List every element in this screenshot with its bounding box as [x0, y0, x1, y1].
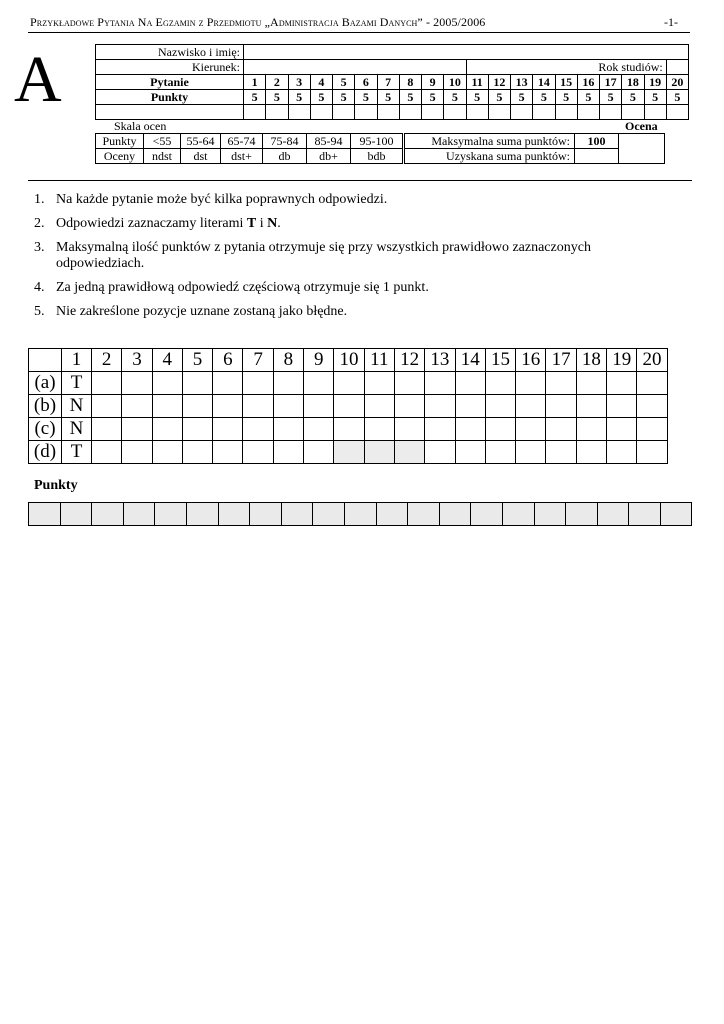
answer-cell[interactable] [576, 441, 606, 464]
points-cell[interactable] [408, 503, 440, 526]
max-points: 5 [488, 90, 510, 105]
max-points: 5 [399, 90, 421, 105]
instruction-item [34, 304, 674, 320]
question-number: 17 [600, 75, 622, 90]
instruction-item [34, 192, 674, 208]
question-number: 3 [288, 75, 310, 90]
question-column-header: 5 [182, 349, 212, 372]
scale-grade: db+ [307, 149, 351, 164]
final-grade-field[interactable] [619, 134, 665, 164]
answer-cell[interactable] [637, 395, 667, 418]
answer-row-a [29, 372, 668, 395]
earned-points-cell[interactable] [511, 105, 533, 120]
points-cell[interactable] [597, 503, 629, 526]
year-label: Rok studiów: [466, 60, 666, 75]
answer-cell[interactable] [152, 441, 182, 464]
year-field[interactable] [666, 60, 688, 75]
answer-cell[interactable] [243, 418, 273, 441]
earned-points-cell[interactable] [333, 105, 355, 120]
points-cell[interactable] [29, 503, 61, 526]
max-points: 5 [310, 90, 332, 105]
answer-cell[interactable] [243, 441, 273, 464]
points-cell[interactable] [218, 503, 250, 526]
earned-points-row [96, 105, 689, 120]
answer-cell[interactable] [334, 441, 364, 464]
answer-row-c [29, 418, 668, 441]
answer-grid-header [29, 349, 668, 372]
question-column-header: 15 [485, 349, 515, 372]
answer-cell[interactable]: T [62, 441, 92, 464]
page-header [28, 14, 690, 33]
max-points: 5 [577, 90, 599, 105]
answer-cell[interactable] [273, 441, 303, 464]
answer-cell[interactable] [364, 395, 394, 418]
answer-cell[interactable] [122, 395, 152, 418]
max-points: 5 [600, 90, 622, 105]
points-cell[interactable] [60, 503, 92, 526]
answer-cell[interactable] [546, 372, 576, 395]
answer-cell[interactable] [243, 395, 273, 418]
answer-cell[interactable] [546, 395, 576, 418]
instruction-item [34, 216, 674, 232]
question-number: 1 [244, 75, 266, 90]
answer-cell[interactable] [122, 441, 152, 464]
answer-cell[interactable] [607, 395, 637, 418]
earned-points-cell[interactable] [555, 105, 577, 120]
instruction-text: i [256, 216, 268, 231]
grade-scale-table [95, 133, 403, 164]
question-column-header: 16 [516, 349, 546, 372]
answer-cell[interactable] [425, 418, 455, 441]
points-row [29, 503, 692, 526]
earned-points-cell[interactable] [355, 105, 377, 120]
question-column-header: 18 [576, 349, 606, 372]
earned-points-cell[interactable] [466, 105, 488, 120]
answer-cell[interactable] [394, 395, 424, 418]
question-number: 10 [444, 75, 466, 90]
question-number: 7 [377, 75, 399, 90]
answer-cell[interactable] [273, 418, 303, 441]
earned-points-cell[interactable] [399, 105, 421, 120]
points-cell[interactable] [629, 503, 661, 526]
instruction-number: 4. [34, 280, 45, 295]
answer-cell[interactable] [516, 418, 546, 441]
answer-row-b [29, 395, 668, 418]
answer-cell[interactable] [304, 418, 334, 441]
answer-cell[interactable] [334, 418, 364, 441]
answer-row-d [29, 441, 668, 464]
answer-cell[interactable] [304, 372, 334, 395]
scale-range: 65-74 [221, 134, 263, 149]
question-column-header: 13 [425, 349, 455, 372]
instruction-number: 5. [34, 304, 45, 319]
scale-range: <55 [144, 134, 181, 149]
max-points: 5 [511, 90, 533, 105]
scale-grade: bdb [351, 149, 403, 164]
question-column-header: 14 [455, 349, 485, 372]
option-label: (c) [29, 418, 62, 441]
obtained-sum-label: Uzyskana suma punktów: [405, 149, 575, 164]
answer-grid [28, 348, 668, 464]
name-label: Nazwisko i imię: [96, 45, 244, 60]
instruction-text: Maksymalną ilość punktów z pytania otrzymuje się przy wszystkich prawidłowo zaznaczonych odpowiedziach. [56, 240, 591, 271]
scale-range: 95-100 [351, 134, 403, 149]
question-number-row [96, 75, 689, 90]
question-number: 12 [488, 75, 510, 90]
answer-cell[interactable] [304, 441, 334, 464]
question-number: 19 [644, 75, 666, 90]
question-number: 13 [511, 75, 533, 90]
field-of-study-label: Kierunek: [96, 60, 244, 75]
option-label: (a) [29, 372, 62, 395]
instruction-number: 2. [34, 216, 45, 231]
answer-cell[interactable] [92, 372, 122, 395]
scale-range: 75-84 [263, 134, 307, 149]
student-info-table [95, 44, 689, 120]
instructions-list [34, 184, 674, 320]
name-field[interactable] [244, 45, 689, 60]
scale-grades-label: Oceny [96, 149, 144, 164]
earned-points-cell[interactable] [422, 105, 444, 120]
answer-letter-false: N [267, 216, 278, 231]
answer-cell[interactable] [394, 441, 424, 464]
points-cell[interactable] [471, 503, 503, 526]
question-column-header: 12 [394, 349, 424, 372]
earned-points-blank [96, 105, 244, 120]
answer-cell[interactable] [425, 395, 455, 418]
option-label: (b) [29, 395, 62, 418]
answer-cell[interactable] [92, 418, 122, 441]
answer-cell[interactable] [364, 372, 394, 395]
answer-cell[interactable] [516, 372, 546, 395]
points-cell[interactable] [155, 503, 187, 526]
max-points: 5 [555, 90, 577, 105]
answer-cell[interactable] [485, 418, 515, 441]
scale-grades-row [96, 149, 403, 164]
points-cell[interactable] [502, 503, 534, 526]
section-divider [28, 180, 692, 181]
answer-cell[interactable] [152, 395, 182, 418]
instruction-text: Za jedną prawidłową odpowiedź częściową otrzymuje się 1 punkt. [56, 280, 429, 295]
answer-cell[interactable] [122, 418, 152, 441]
field-of-study-field[interactable] [244, 60, 467, 75]
grade-scale-title: Skala ocen [114, 119, 167, 133]
question-column-header: 10 [334, 349, 364, 372]
earned-points-cell[interactable] [666, 105, 688, 120]
points-cell[interactable] [123, 503, 155, 526]
max-points: 5 [333, 90, 355, 105]
answer-cell[interactable] [637, 441, 667, 464]
question-column-header: 6 [213, 349, 243, 372]
answer-cell[interactable] [273, 372, 303, 395]
max-sum-row [405, 134, 665, 149]
points-cell[interactable] [660, 503, 692, 526]
question-column-header: 11 [364, 349, 394, 372]
answer-cell[interactable] [182, 372, 212, 395]
answer-cell[interactable] [637, 372, 667, 395]
question-number: 9 [422, 75, 444, 90]
answer-cell[interactable] [516, 395, 546, 418]
scale-grade: dst+ [221, 149, 263, 164]
max-points: 5 [244, 90, 266, 105]
max-points: 5 [444, 90, 466, 105]
name-row [96, 45, 689, 60]
answer-cell[interactable] [576, 372, 606, 395]
answer-cell[interactable]: T [62, 372, 92, 395]
answer-cell[interactable] [607, 372, 637, 395]
max-points-row [96, 90, 689, 105]
points-summary-table [404, 133, 665, 164]
answer-cell[interactable] [455, 372, 485, 395]
points-cell[interactable] [344, 503, 376, 526]
answer-cell[interactable] [607, 418, 637, 441]
answer-cell[interactable] [364, 418, 394, 441]
answer-cell[interactable] [637, 418, 667, 441]
answer-cell[interactable]: N [62, 395, 92, 418]
max-points: 5 [377, 90, 399, 105]
answer-cell[interactable] [182, 395, 212, 418]
scale-grade: dst [181, 149, 221, 164]
answer-cell[interactable] [485, 441, 515, 464]
question-column-header: 2 [92, 349, 122, 372]
answer-cell[interactable] [213, 372, 243, 395]
scale-points-label: Punkty [96, 134, 144, 149]
question-number: 16 [577, 75, 599, 90]
question-column-header: 1 [62, 349, 92, 372]
instruction-number: 3. [34, 240, 45, 255]
answer-cell[interactable] [576, 395, 606, 418]
answer-cell[interactable] [455, 418, 485, 441]
answer-cell[interactable] [152, 372, 182, 395]
answer-cell[interactable] [92, 395, 122, 418]
answer-cell[interactable]: N [62, 418, 92, 441]
earned-points-cell[interactable] [600, 105, 622, 120]
answer-cell[interactable] [516, 441, 546, 464]
question-number: 6 [355, 75, 377, 90]
question-number: 11 [466, 75, 488, 90]
earned-points-cell[interactable] [533, 105, 555, 120]
answer-cell[interactable] [455, 441, 485, 464]
question-column-header: 7 [243, 349, 273, 372]
obtained-sum-field[interactable] [575, 149, 619, 164]
answer-cell[interactable] [485, 372, 515, 395]
final-grade-label: Ocena [625, 119, 658, 133]
document-title: Przykładowe Pytania Na Egzamin z Przedmiotu „Administracja Bazami Danych” - 2005/2006 [30, 15, 486, 29]
answer-cell[interactable] [273, 395, 303, 418]
question-column-header: 4 [152, 349, 182, 372]
points-cell[interactable] [534, 503, 566, 526]
question-number: 8 [399, 75, 421, 90]
max-points: 5 [533, 90, 555, 105]
question-column-header: 8 [273, 349, 303, 372]
question-column-header: 20 [637, 349, 667, 372]
answer-cell[interactable] [122, 372, 152, 395]
question-number: 20 [666, 75, 688, 90]
answer-cell[interactable] [243, 372, 273, 395]
max-points: 5 [466, 90, 488, 105]
earned-points-cell[interactable] [288, 105, 310, 120]
scale-grade: db [263, 149, 307, 164]
scale-points-row [96, 134, 403, 149]
answer-cell[interactable] [213, 441, 243, 464]
question-label: Pytanie [96, 75, 244, 90]
points-section-label: Punkty [34, 478, 78, 493]
answer-cell[interactable] [546, 418, 576, 441]
earned-points-cell[interactable] [377, 105, 399, 120]
answer-cell[interactable] [455, 395, 485, 418]
question-number: 15 [555, 75, 577, 90]
points-cell[interactable] [281, 503, 313, 526]
max-points: 5 [622, 90, 644, 105]
answer-cell[interactable] [394, 372, 424, 395]
answer-cell[interactable] [425, 372, 455, 395]
grid-corner [29, 349, 62, 372]
answer-cell[interactable] [394, 418, 424, 441]
instruction-text: Na każde pytanie może być kilka poprawnych odpowiedzi. [56, 192, 388, 207]
answer-cell[interactable] [304, 395, 334, 418]
max-points: 5 [288, 90, 310, 105]
answer-cell[interactable] [425, 441, 455, 464]
answer-cell[interactable] [607, 441, 637, 464]
question-column-header: 17 [546, 349, 576, 372]
instruction-text: . [277, 216, 281, 231]
earned-points-cell[interactable] [444, 105, 466, 120]
exam-variant-letter: A [14, 43, 62, 116]
instruction-item [34, 240, 674, 272]
max-points: 5 [666, 90, 688, 105]
question-number: 5 [333, 75, 355, 90]
points-cell[interactable] [186, 503, 218, 526]
points-cell[interactable] [313, 503, 345, 526]
answer-letter-true: T [246, 216, 257, 231]
max-points: 5 [266, 90, 288, 105]
earned-points-cell[interactable] [644, 105, 666, 120]
option-label: (d) [29, 441, 62, 464]
points-cell[interactable] [250, 503, 282, 526]
points-per-question-row [28, 502, 692, 526]
instruction-item [34, 280, 674, 296]
answer-cell[interactable] [213, 395, 243, 418]
answer-cell[interactable] [334, 395, 364, 418]
answer-cell[interactable] [182, 418, 212, 441]
question-number: 18 [622, 75, 644, 90]
question-number: 14 [533, 75, 555, 90]
max-sum-value: 100 [575, 134, 619, 149]
scale-grade: ndst [144, 149, 181, 164]
answer-cell[interactable] [213, 418, 243, 441]
question-column-header: 9 [304, 349, 334, 372]
max-points: 5 [355, 90, 377, 105]
question-column-header: 3 [122, 349, 152, 372]
earned-points-cell[interactable] [310, 105, 332, 120]
points-label: Punkty [96, 90, 244, 105]
max-points: 5 [422, 90, 444, 105]
instruction-text: Nie zakreślone pozycje uznane zostaną jako błędne. [56, 304, 348, 319]
earned-points-cell[interactable] [488, 105, 510, 120]
earned-points-cell[interactable] [622, 105, 644, 120]
question-number: 2 [266, 75, 288, 90]
points-cell[interactable] [92, 503, 124, 526]
page-number: -1- [664, 15, 678, 29]
answer-cell[interactable] [364, 441, 394, 464]
answer-cell[interactable] [576, 418, 606, 441]
question-number: 4 [310, 75, 332, 90]
points-cell[interactable] [376, 503, 408, 526]
scale-range: 55-64 [181, 134, 221, 149]
earned-points-cell[interactable] [266, 105, 288, 120]
answer-cell[interactable] [546, 441, 576, 464]
points-cell[interactable] [439, 503, 471, 526]
max-points: 5 [644, 90, 666, 105]
answer-cell[interactable] [182, 441, 212, 464]
answer-cell[interactable] [152, 418, 182, 441]
answer-cell[interactable] [92, 441, 122, 464]
earned-points-cell[interactable] [244, 105, 266, 120]
answer-cell[interactable] [334, 372, 364, 395]
instruction-number: 1. [34, 192, 45, 207]
earned-points-cell[interactable] [577, 105, 599, 120]
instruction-text: Odpowiedzi zaznaczamy literami [56, 216, 247, 231]
field-row [96, 60, 689, 75]
answer-cell[interactable] [485, 395, 515, 418]
points-cell[interactable] [566, 503, 598, 526]
question-column-header: 19 [607, 349, 637, 372]
scale-range: 85-94 [307, 134, 351, 149]
max-sum-label: Maksymalna suma punktów: [405, 134, 575, 149]
